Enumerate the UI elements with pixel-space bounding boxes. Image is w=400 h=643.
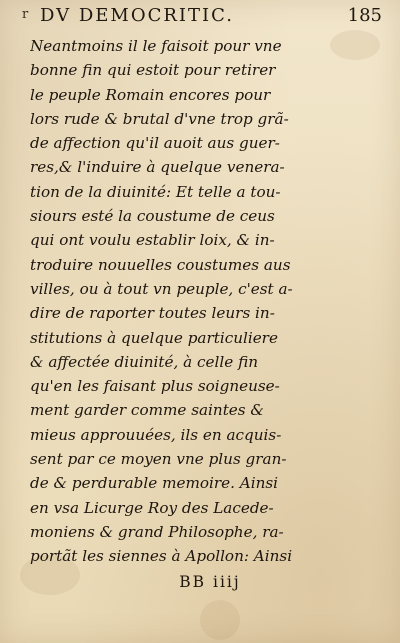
text-line: res,& l'induire à quelque venera- xyxy=(30,158,285,177)
text-line: en vsa Licurge Roy des Lacede- xyxy=(30,498,274,517)
text-line: sent par ce moyen vne plus gran- xyxy=(30,450,287,469)
text-line: lors rude & brutal d'vne trop grã- xyxy=(30,109,289,128)
text-line: ment garder comme saintes & xyxy=(30,401,264,420)
text-line: troduire nouuelles coustumes aus xyxy=(30,255,291,274)
text-line: moniens & grand Philosophe, ra- xyxy=(30,522,284,541)
text-line: siours esté la coustume de ceus xyxy=(30,207,275,226)
text-line: & affectée diuinité, à celle fin xyxy=(30,352,258,371)
running-title: DV DEMOCRITIC. xyxy=(40,5,234,26)
text-line: villes, ou à tout vn peuple, c'est a- xyxy=(30,279,293,298)
text-line: tion de la diuinité: Et telle a tou- xyxy=(30,182,281,201)
body-text xyxy=(30,34,370,569)
text-line: le peuple Romain encores pour xyxy=(30,85,271,104)
text-line: bonne fin qui estoit pour retirer xyxy=(30,61,276,80)
margin-mark: r xyxy=(22,7,29,22)
paper-stain xyxy=(200,600,240,640)
text-line: de & perdurable memoire. Ainsi xyxy=(30,474,279,493)
text-line: dire de raporter toutes leurs in- xyxy=(30,304,275,323)
text-line: mieus approuuées, ils en acquis- xyxy=(30,425,282,444)
text-line: portãt les siennes à Apollon: Ainsi xyxy=(30,547,293,566)
page-number: 185 xyxy=(347,5,382,26)
text-line: de affection qu'il auoit aus guer- xyxy=(30,134,280,153)
text-line: qu'en les faisant plus soigneuse- xyxy=(30,377,280,396)
text-line: Neantmoins il le faisoit pour vne xyxy=(30,37,282,55)
text-line: stitutions à quelque particuliere xyxy=(30,328,278,347)
running-head xyxy=(22,3,382,31)
signature-mark: BB iiij xyxy=(179,573,241,591)
text-line: qui ont voulu establir loix, & in- xyxy=(30,231,275,250)
